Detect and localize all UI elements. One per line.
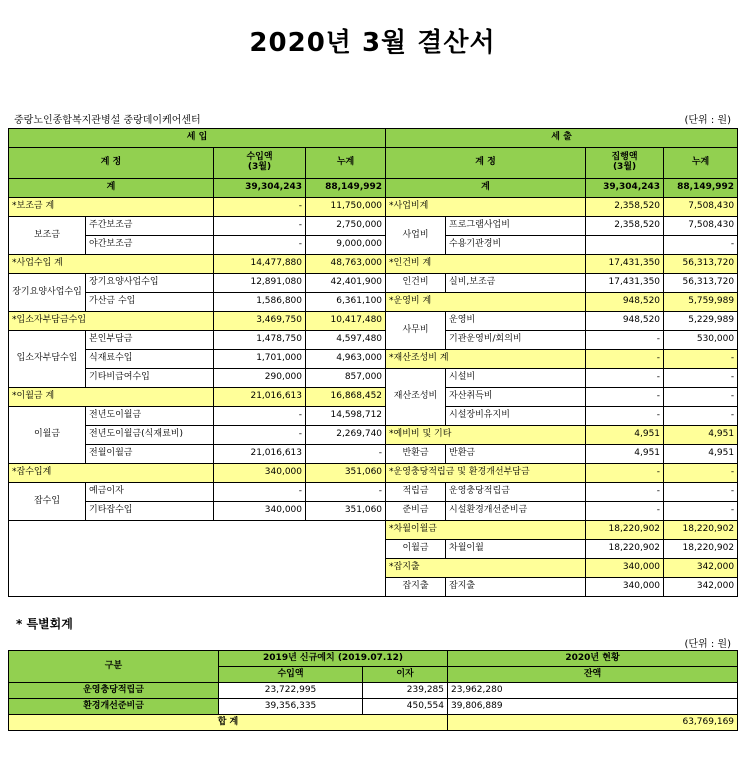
expense-category-label: *예비비 및 기타 (386, 426, 586, 445)
income-item-label: 기타잡수입 (86, 502, 214, 521)
special-total-label: 합 계 (9, 715, 448, 731)
expense-amount-header: 집행액 (3월) (586, 148, 664, 179)
table-row (9, 198, 738, 217)
unit-label: (단위 : 원) (684, 115, 731, 126)
special-group-header: 구분 (9, 651, 219, 683)
income-item-cumulative: 857,000 (306, 369, 386, 388)
table-row (9, 312, 738, 331)
expense-category-cumulative: 18,220,902 (664, 521, 738, 540)
expense-category-cumulative: 7,508,430 (664, 198, 738, 217)
total-row (9, 179, 738, 198)
expense-item-label: 시설환경개선준비금 (446, 502, 586, 521)
expense-category-amount: - (586, 350, 664, 369)
table-row (9, 350, 738, 369)
expense-category-amount: 4,951 (586, 426, 664, 445)
table-row (9, 445, 738, 464)
income-item-amount: 1,586,800 (214, 293, 306, 312)
expense-item-amount: - (586, 369, 664, 388)
income-amount-header: 수입액 (3월) (214, 148, 306, 179)
income-item-label: 전년도이월금(식재료비) (86, 426, 214, 445)
special-row (9, 683, 738, 699)
income-category-amount: 3,469,750 (214, 312, 306, 331)
income-item-cumulative: - (306, 483, 386, 502)
expense-category-cumulative: - (664, 350, 738, 369)
expense-item-amount: - (586, 331, 664, 350)
table-row (9, 217, 738, 236)
expense-group-label: 잡지출 (386, 578, 446, 597)
income-item-cumulative: 6,361,100 (306, 293, 386, 312)
income-category-label: *입소자부담금수입 (9, 312, 214, 331)
special-row-interest: 450,554 (363, 699, 448, 715)
expense-category-amount: 948,520 (586, 293, 664, 312)
income-item-amount: - (214, 407, 306, 426)
expense-item-label: 시설장비유지비 (446, 407, 586, 426)
expense-category-label: *차월이월금 (386, 521, 586, 540)
expense-item-cumulative: 530,000 (664, 331, 738, 350)
income-item-label: 기타비급여수입 (86, 369, 214, 388)
expense-group-label: 적립금 (386, 483, 446, 502)
income-total-cumulative: 88,149,992 (306, 179, 386, 198)
income-item-amount: - (214, 483, 306, 502)
special-row-label: 운영충당적립금 (9, 683, 219, 699)
income-category-cumulative: 10,417,480 (306, 312, 386, 331)
page-title: 2020년 3월 결산서 (249, 28, 496, 58)
expense-category-cumulative: 4,951 (664, 426, 738, 445)
table-row (9, 502, 738, 521)
income-blank-area (9, 521, 386, 597)
special-header-row (9, 651, 738, 667)
special-row-income: 39,356,335 (219, 699, 363, 715)
organization-name: 중랑노인종합복지관병설 중랑데이케어센터 (14, 115, 201, 126)
expense-item-label: 실비,보조금 (446, 274, 586, 293)
expense-category-amount: 17,431,350 (586, 255, 664, 274)
special-row-balance: 23,962,280 (448, 683, 738, 699)
expense-item-label: 수용기관경비 (446, 236, 586, 255)
expense-category-label: *운영비 계 (386, 293, 586, 312)
expense-category-amount: 18,220,902 (586, 521, 664, 540)
expense-item-label: 시설비 (446, 369, 586, 388)
expense-group-label: 사무비 (386, 312, 446, 350)
income-item-cumulative: 2,269,740 (306, 426, 386, 445)
settlement-table (8, 128, 738, 597)
special-row-balance: 39,806,889 (448, 699, 738, 715)
expense-account-header: 계 정 (386, 148, 586, 179)
table-row (9, 521, 738, 540)
special-total-value: 63,769,169 (448, 715, 738, 731)
expense-item-cumulative: - (664, 369, 738, 388)
expense-item-cumulative: 342,000 (664, 578, 738, 597)
income-item-amount: 12,891,080 (214, 274, 306, 293)
expense-item-label: 운영비 (446, 312, 586, 331)
table-row (9, 293, 738, 312)
income-category-label: *사업수입 계 (9, 255, 214, 274)
expense-group-label: 준비금 (386, 502, 446, 521)
income-item-label: 가산금 수입 (86, 293, 214, 312)
expense-category-cumulative: 5,759,989 (664, 293, 738, 312)
table-row (9, 236, 738, 255)
column-header-row (9, 148, 738, 179)
income-group-label: 잡수입 (9, 483, 86, 521)
table-row (9, 407, 738, 426)
income-category-label: *보조금 계 (9, 198, 214, 217)
income-group-label: 장기요양사업수입 (9, 274, 86, 312)
income-item-amount: - (214, 217, 306, 236)
income-item-cumulative: 4,963,000 (306, 350, 386, 369)
income-item-label: 전월이월금 (86, 445, 214, 464)
table-row (9, 274, 738, 293)
income-item-cumulative: 42,401,900 (306, 274, 386, 293)
income-account-header: 계 정 (9, 148, 214, 179)
table-row (9, 464, 738, 483)
special-account-title: * 특별회계 (16, 617, 73, 631)
special-account-table (8, 650, 738, 731)
expense-group-label: 재산조성비 (386, 369, 446, 426)
income-item-label: 식재료수입 (86, 350, 214, 369)
special-2020-header: 2020년 현황 (448, 651, 738, 667)
income-group-label: 이월금 (9, 407, 86, 464)
special-row (9, 699, 738, 715)
income-item-cumulative: 14,598,712 (306, 407, 386, 426)
expense-item-amount: 17,431,350 (586, 274, 664, 293)
expense-item-cumulative: - (664, 483, 738, 502)
income-category-cumulative: 16,868,452 (306, 388, 386, 407)
table-row (9, 426, 738, 445)
table-row (9, 331, 738, 350)
expense-item-label: 자산취득비 (446, 388, 586, 407)
expense-item-amount: 4,951 (586, 445, 664, 464)
header-row (9, 129, 738, 148)
special-balance-header: 잔액 (448, 667, 738, 683)
income-category-amount: 21,016,613 (214, 388, 306, 407)
special-row-income: 23,722,995 (219, 683, 363, 699)
expense-cumulative-header: 누계 (664, 148, 738, 179)
income-category-amount: 340,000 (214, 464, 306, 483)
income-item-label: 본인부담금 (86, 331, 214, 350)
income-item-label: 전년도이월금 (86, 407, 214, 426)
expense-item-amount: - (586, 407, 664, 426)
income-item-label: 야간보조금 (86, 236, 214, 255)
table-row (9, 369, 738, 388)
expense-item-cumulative: 5,229,989 (664, 312, 738, 331)
expense-item-cumulative: 7,508,430 (664, 217, 738, 236)
income-total-label: 계 (9, 179, 214, 198)
income-item-label: 장기요양사업수입 (86, 274, 214, 293)
income-item-amount: 1,478,750 (214, 331, 306, 350)
special-row-interest: 239,285 (363, 683, 448, 699)
expense-group-label: 반환금 (386, 445, 446, 464)
expense-category-cumulative: 56,313,720 (664, 255, 738, 274)
income-item-cumulative: 9,000,000 (306, 236, 386, 255)
expense-item-label: 프로그램사업비 (446, 217, 586, 236)
expense-item-amount: - (586, 483, 664, 502)
expense-item-cumulative: 56,313,720 (664, 274, 738, 293)
expense-item-cumulative: - (664, 502, 738, 521)
special-2019-header: 2019년 신규예치 (2019.07.12) (219, 651, 448, 667)
expense-group-label: 인건비 (386, 274, 446, 293)
expense-item-amount (586, 236, 664, 255)
income-item-cumulative: 351,060 (306, 502, 386, 521)
income-item-amount: 1,701,000 (214, 350, 306, 369)
expense-category-label: *재산조성비 계 (386, 350, 586, 369)
income-item-cumulative: 4,597,480 (306, 331, 386, 350)
expense-item-label: 기관운영비/회의비 (446, 331, 586, 350)
table-row (9, 388, 738, 407)
expense-category-amount: 340,000 (586, 559, 664, 578)
income-header: 세 입 (9, 129, 386, 148)
expense-item-label: 반환금 (446, 445, 586, 464)
income-cumulative-header: 누계 (306, 148, 386, 179)
expense-item-amount: 18,220,902 (586, 540, 664, 559)
income-item-amount: 21,016,613 (214, 445, 306, 464)
expense-item-cumulative: 4,951 (664, 445, 738, 464)
income-item-amount: - (214, 236, 306, 255)
expense-category-label: *잡지출 (386, 559, 586, 578)
expense-category-amount: - (586, 464, 664, 483)
expense-item-cumulative: 18,220,902 (664, 540, 738, 559)
expense-item-amount: - (586, 388, 664, 407)
special-total-row (9, 715, 738, 731)
unit-label-2: (단위 : 원) (684, 639, 731, 650)
expense-item-amount: 340,000 (586, 578, 664, 597)
income-group-label: 보조금 (9, 217, 86, 255)
special-income-header: 수입액 (219, 667, 363, 683)
expense-item-cumulative: - (664, 407, 738, 426)
income-category-cumulative: 351,060 (306, 464, 386, 483)
expense-item-amount: - (586, 502, 664, 521)
special-interest-header: 이자 (363, 667, 448, 683)
expense-category-label: *사업비계 (386, 198, 586, 217)
expense-group-label: 이월금 (386, 540, 446, 559)
expense-item-label: 운영충당적립금 (446, 483, 586, 502)
expense-item-label: 차월이월 (446, 540, 586, 559)
income-item-cumulative: 2,750,000 (306, 217, 386, 236)
income-group-label: 입소자부담수입 (9, 331, 86, 388)
expense-total-cumulative: 88,149,992 (664, 179, 738, 198)
income-category-label: *잡수입계 (9, 464, 214, 483)
income-item-amount: 290,000 (214, 369, 306, 388)
expense-total-label: 계 (386, 179, 586, 198)
income-item-amount: 340,000 (214, 502, 306, 521)
expense-group-label: 사업비 (386, 217, 446, 255)
expense-header: 세 출 (386, 129, 738, 148)
expense-category-cumulative: 342,000 (664, 559, 738, 578)
expense-category-cumulative: - (664, 464, 738, 483)
expense-item-label: 잡지출 (446, 578, 586, 597)
income-item-label: 주간보조금 (86, 217, 214, 236)
income-item-amount: - (214, 426, 306, 445)
income-category-cumulative: 48,763,000 (306, 255, 386, 274)
table-row (9, 483, 738, 502)
expense-category-amount: 2,358,520 (586, 198, 664, 217)
income-item-cumulative: - (306, 445, 386, 464)
income-category-cumulative: 11,750,000 (306, 198, 386, 217)
expense-item-amount: 948,520 (586, 312, 664, 331)
income-category-label: *이월금 계 (9, 388, 214, 407)
expense-item-cumulative: - (664, 388, 738, 407)
special-row-label: 환경개선준비금 (9, 699, 219, 715)
income-item-label: 예금이자 (86, 483, 214, 502)
income-category-amount: 14,477,880 (214, 255, 306, 274)
income-category-amount: - (214, 198, 306, 217)
income-total-amount: 39,304,243 (214, 179, 306, 198)
expense-category-label: *운영충당적립금 및 환경개선부담금 (386, 464, 586, 483)
expense-item-amount: 2,358,520 (586, 217, 664, 236)
expense-total-amount: 39,304,243 (586, 179, 664, 198)
table-row (9, 255, 738, 274)
expense-category-label: *인건비 계 (386, 255, 586, 274)
expense-item-cumulative: - (664, 236, 738, 255)
